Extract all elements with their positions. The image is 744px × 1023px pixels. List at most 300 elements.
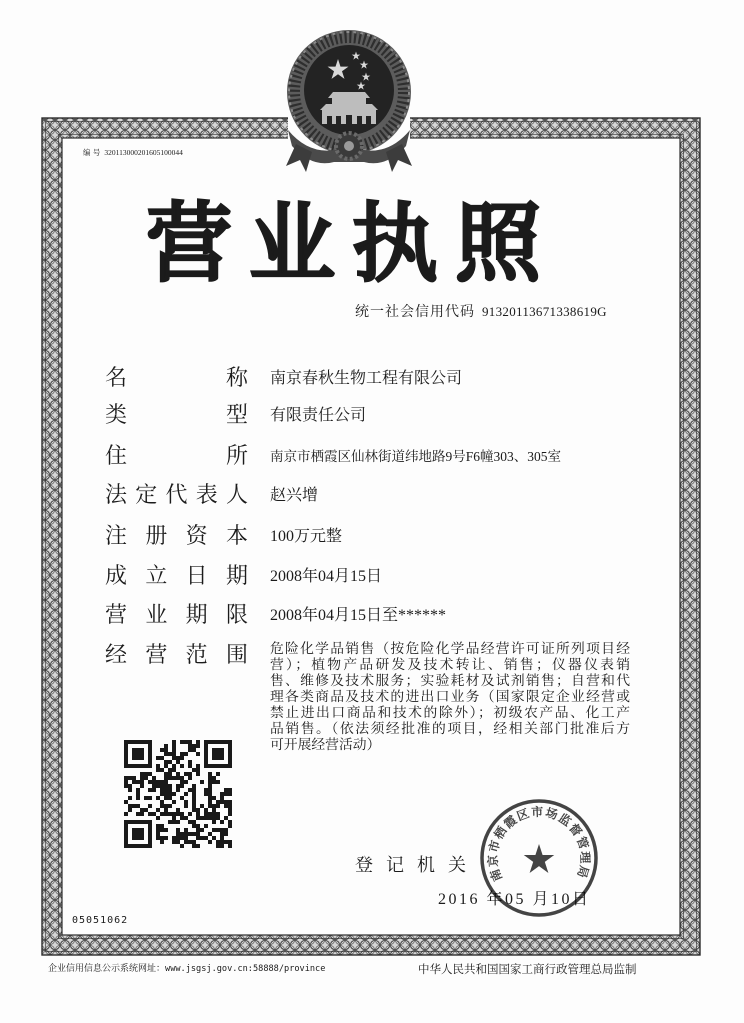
label-char: 营 [145,643,168,668]
qr-module [228,804,232,808]
qr-module [208,788,212,792]
scope-line: 品销售。（依法须经批准的项目，经相关部门批准后方 [270,721,630,736]
qr-module [176,820,180,824]
field-value-capital: 100万元整 [270,528,343,545]
field-label-legal-rep [105,483,248,509]
field-row-established [105,564,645,590]
qr-module [148,772,152,776]
qr-module [196,764,200,768]
qr-module [208,780,212,784]
qr-module [152,780,156,784]
qr-module [156,796,160,800]
website-label: 企业信用信息公示系统网址： [48,964,166,974]
qr-module [124,800,128,804]
field-label-term [105,603,248,629]
qr-module [176,828,180,832]
qr-module [164,804,168,808]
qr-module [192,748,196,752]
label-char: 期 [185,603,208,628]
qr-module [192,840,196,844]
scope-line: 可开展经营活动） [270,737,381,752]
qr-module [216,828,220,832]
qr-module [164,780,168,784]
qr-module [188,812,192,816]
qr-module [168,788,172,792]
label-char: 人 [225,483,248,508]
qr-module [216,800,220,804]
qr-module [192,788,196,792]
qr-module [200,780,204,784]
serial-number-line [83,148,183,157]
qr-module [228,844,232,848]
qr-module [140,808,144,812]
field-value-term: 2008年04月15日至****** [270,607,447,624]
seal-text: 南京市栖霞区市场监督管理局 [485,804,593,884]
issue-date: 2016 年05 月10日 [438,891,591,908]
qr-module [152,784,156,788]
qr-module [176,756,180,760]
qr-module [176,772,180,776]
qr-module [184,740,188,744]
qr-module [172,752,176,756]
qr-module [188,776,192,780]
qr-module [132,780,136,784]
qr-module [180,816,184,820]
label-char: 代 [165,483,188,508]
qr-module [208,804,212,808]
qr-module [168,792,172,796]
qr-module [216,816,220,820]
qr-module [172,820,176,824]
qr-module [152,812,156,816]
qr-finder [132,748,144,760]
qr-module [156,832,160,836]
scope-line: 危险化学品销售（按危险化学品经营许可证所列项目经 [270,641,630,656]
qr-module [200,836,204,840]
qr-module [144,808,148,812]
field-label-name [105,366,248,392]
qr-module [188,748,192,752]
label-char: 成 [105,564,128,589]
qr-module [192,804,196,808]
qr-module [172,812,176,816]
footer-website [48,963,325,975]
qr-module [176,760,180,764]
qr-module [228,840,232,844]
emblem-gear [336,133,362,159]
qr-module [220,836,224,840]
qr-module [212,808,216,812]
qr-module [148,796,152,800]
label-char: 名 [105,366,128,391]
qr-module [136,780,140,784]
qr-module [208,792,212,796]
qr-module [168,812,172,816]
footer-supervisor: 中华人民共和国国家工商行政管理总局监制 [418,962,637,976]
qr-module [156,816,160,820]
qr-module [160,748,164,752]
qr-module [196,744,200,748]
qr-module [196,768,200,772]
qr-module [132,804,136,808]
qr-module [160,756,164,760]
qr-module [192,832,196,836]
qr-module [208,796,212,800]
qr-module [168,772,172,776]
qr-module [148,780,152,784]
qr-module [216,772,220,776]
label-char: 立 [145,564,168,589]
serial-label: 编 号 [83,148,101,157]
qr-module [136,812,140,816]
qr-module [140,784,144,788]
label-char: 期 [225,564,248,589]
qr-module [172,840,176,844]
qr-module [172,836,176,840]
qr-module [152,776,156,780]
qr-module [132,776,136,780]
qr-module [160,824,164,828]
qr-module [220,792,224,796]
label-char: 日 [185,564,208,589]
qr-module [220,840,224,844]
qr-module [204,812,208,816]
qr-module [196,752,200,756]
official-seal-icon [478,797,600,919]
qr-module [180,832,184,836]
qr-module [220,800,224,804]
qr-module [188,744,192,748]
field-value-legal-rep: 赵兴增 [270,487,319,504]
qr-module [192,820,196,824]
label-char: 住 [105,444,128,469]
qr-module [180,756,184,760]
qr-module [196,808,200,812]
qr-module [180,796,184,800]
qr-module [148,804,152,808]
qr-module [172,740,176,744]
label-char: 围 [225,643,248,668]
label-char: 经 [105,643,128,668]
field-label-capital [105,524,248,550]
qr-module [124,780,128,784]
qr-module [192,824,196,828]
qr-module [188,764,192,768]
qr-module [188,760,192,764]
qr-module [172,744,176,748]
qr-module [168,784,172,788]
qr-module [180,776,184,780]
qr-module [196,740,200,744]
qr-module [180,836,184,840]
qr-module [184,836,188,840]
qr-module [192,784,196,788]
qr-module [180,812,184,816]
qr-module [160,784,164,788]
qr-module [196,836,200,840]
qr-module [144,776,148,780]
qr-module [180,740,184,744]
qr-module [160,768,164,772]
scope-line: 营）；植物产品研发及技术转让、销售；仪器仪表销 [270,657,630,672]
qr-module [212,836,216,840]
qr-module [204,792,208,796]
qr-code-icon [124,740,232,848]
qr-module [208,776,212,780]
field-row-type [105,403,645,429]
label-char: 资 [185,524,208,549]
field-row-capital [105,524,645,550]
qr-module [216,844,220,848]
qr-module [224,832,228,836]
qr-module [204,788,208,792]
field-value-established: 2008年04月15日 [270,568,383,585]
qr-module [160,812,164,816]
qr-module [156,780,160,784]
qr-module [192,796,196,800]
qr-module [172,792,176,796]
qr-module [136,788,140,792]
qr-module [164,744,168,748]
label-char: 注 [105,524,128,549]
qr-module [184,832,188,836]
qr-module [136,796,140,800]
qr-module [208,832,212,836]
qr-module [140,776,144,780]
field-label-address [105,444,248,470]
qr-module [164,792,168,796]
qr-module [172,764,176,768]
qr-module [224,800,228,804]
qr-module [172,756,176,760]
qr-module [140,780,144,784]
qr-module [124,812,128,816]
qr-module [192,744,196,748]
qr-module [164,784,168,788]
qr-module [160,836,164,840]
qr-module [172,748,176,752]
qr-module [184,800,188,804]
qr-module [188,788,192,792]
label-char: 业 [145,603,168,628]
qr-module [136,804,140,808]
credit-code-label: 统一社会信用代码 [355,304,475,320]
qr-module [228,808,232,812]
qr-module [164,764,168,768]
qr-module [180,764,184,768]
qr-module [188,820,192,824]
field-row-legal-rep [105,483,645,509]
field-label-established [105,564,248,590]
qr-module [168,796,172,800]
qr-module [128,804,132,808]
qr-module [168,776,172,780]
qr-module [208,800,212,804]
qr-module [228,812,232,816]
qr-module [176,784,180,788]
qr-module [184,816,188,820]
qr-module [168,820,172,824]
qr-module [180,784,184,788]
qr-module [156,836,160,840]
qr-module [128,784,132,788]
qr-module [192,800,196,804]
qr-module [160,792,164,796]
qr-module [152,788,156,792]
qr-module [164,752,168,756]
qr-module [212,812,216,816]
qr-module [184,840,188,844]
qr-module [192,792,196,796]
qr-module [172,776,176,780]
qr-module [160,780,164,784]
seal-star-icon [524,844,554,873]
qr-module [184,752,188,756]
scope-line: 售、维修及技术服务；实验耗材及试剂销售；自营和代 [270,673,630,688]
qr-module [124,784,128,788]
qr-module [220,828,224,832]
qr-module [176,812,180,816]
qr-module [216,780,220,784]
qr-module [164,772,168,776]
website-url: www.jsgsj.gov.cn:58888/province [165,964,326,974]
qr-module [204,808,208,812]
qr-module [156,828,160,832]
qr-module [172,816,176,820]
qr-module [160,840,164,844]
field-label-type [105,403,248,429]
label-char: 册 [145,524,168,549]
qr-finder [212,748,224,760]
qr-module [156,808,160,812]
qr-module [176,788,180,792]
qr-module [176,840,180,844]
qr-module [204,824,208,828]
qr-module [212,780,216,784]
scope-line: 理各类商品及技术的进出口业务（国家限定企业经营或 [270,689,630,704]
qr-module [200,804,204,808]
qr-module [212,796,216,800]
qr-module [156,764,160,768]
qr-module [172,768,176,772]
qr-module [156,768,160,772]
qr-module [224,840,228,844]
qr-module [224,816,228,820]
qr-module [188,832,192,836]
qr-module [188,740,192,744]
qr-module [180,780,184,784]
qr-module [184,772,188,776]
qr-module [224,788,228,792]
qr-module [208,812,212,816]
qr-module [196,812,200,816]
qr-module [160,828,164,832]
qr-module [168,768,172,772]
business-scope-text [270,641,630,753]
qr-module [160,788,164,792]
qr-module [208,772,212,776]
qr-module [212,816,216,820]
qr-module [196,824,200,828]
qr-module [176,836,180,840]
qr-module [156,784,160,788]
qr-module [204,816,208,820]
qr-module [144,796,148,800]
label-char: 称 [225,366,248,391]
qr-module [228,792,232,796]
qr-module [188,840,192,844]
qr-module [140,812,144,816]
qr-module [216,812,220,816]
qr-module [164,812,168,816]
label-char: 本 [225,524,248,549]
label-char: 法 [105,483,128,508]
page-title: 营业执照 [146,193,558,294]
qr-module [168,804,172,808]
qr-module [136,792,140,796]
qr-module [176,832,180,836]
label-char: 营 [105,603,128,628]
qr-module [164,748,168,752]
qr-module [224,828,228,832]
credit-code-line [355,303,607,321]
qr-module [156,824,160,828]
qr-module [212,804,216,808]
qr-module [196,832,200,836]
qr-module [200,816,204,820]
qr-module [140,772,144,776]
national-emblem-icon [282,26,416,178]
field-row-term [105,603,645,629]
qr-module [216,840,220,844]
qr-module [180,844,184,848]
qr-module [208,816,212,820]
field-row-address [105,444,645,470]
qr-module [216,804,220,808]
field-value-company-name: 南京春秋生物工程有限公司 [270,370,463,387]
qr-module [220,820,224,824]
label-char: 类 [105,403,128,428]
qr-module [228,788,232,792]
qr-module [160,804,164,808]
qr-module [196,772,200,776]
serial-number: 320113000201605100044 [104,148,183,157]
qr-module [188,772,192,776]
qr-module [164,828,168,832]
qr-module [168,752,172,756]
label-char: 型 [225,403,248,428]
qr-module [180,752,184,756]
qr-module [196,844,200,848]
label-char: 所 [225,444,248,469]
qr-module [124,776,128,780]
label-char: 限 [225,603,248,628]
qr-module [128,808,132,812]
qr-module [148,788,152,792]
qr-module [164,760,168,764]
label-char: 范 [185,643,208,668]
qr-module [128,776,132,780]
qr-module [176,776,180,780]
credit-code-value: 91320113671338619G [482,304,607,319]
qr-module [204,836,208,840]
qr-module [192,808,196,812]
qr-module [144,772,148,776]
qr-module [228,800,232,804]
qr-module [192,768,196,772]
registration-authority-label: 登记机关 [355,855,479,876]
qr-module [228,820,232,824]
